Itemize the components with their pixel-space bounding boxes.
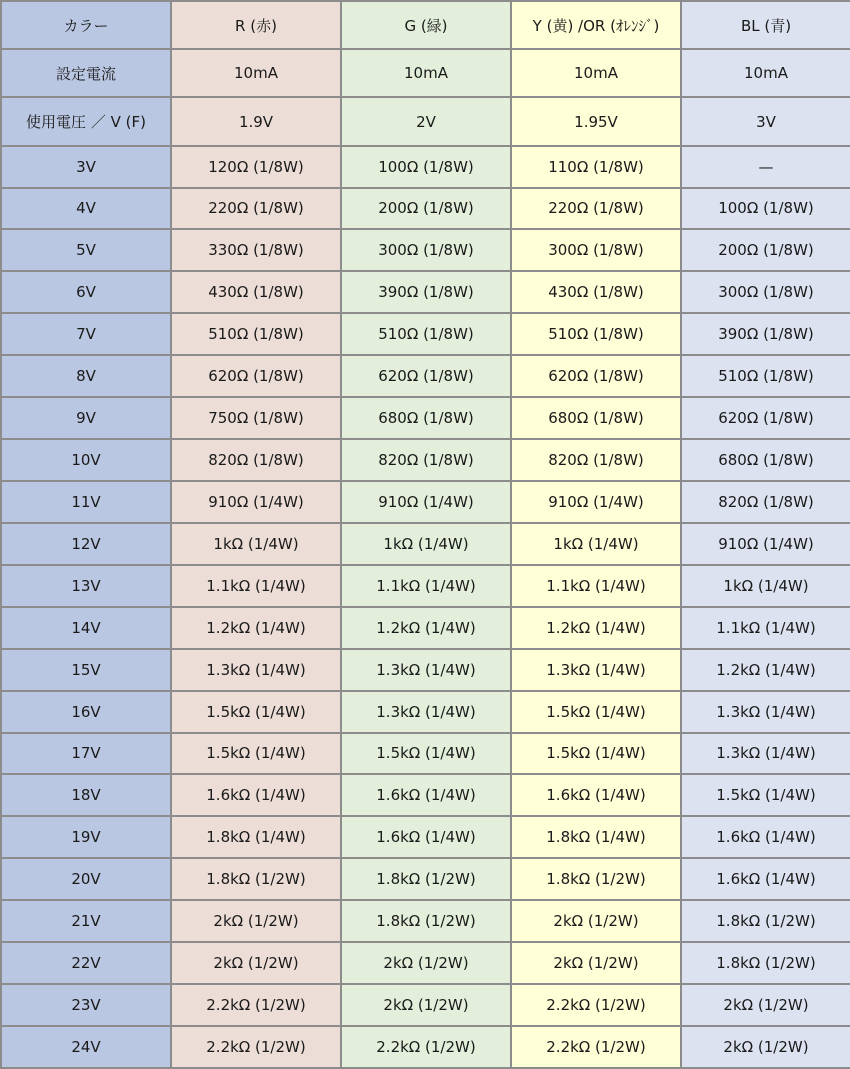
blue-resistor-cell: 1.8kΩ (1/2W) (681, 942, 850, 984)
table-row (1, 900, 850, 942)
blue-resistor-cell: 2kΩ (1/2W) (681, 984, 850, 1026)
green-resistor-cell: 510Ω (1/8W) (341, 313, 511, 355)
supply-voltage-cell: 24V (1, 1026, 171, 1068)
supply-voltage-cell: 13V (1, 565, 171, 607)
red-resistor-cell: 1.6kΩ (1/4W) (171, 774, 341, 816)
blue-resistor-cell: 1.8kΩ (1/2W) (681, 900, 850, 942)
header-green: G (緑) (341, 1, 511, 49)
table-row (1, 481, 850, 523)
blue-resistor-cell: 1.6kΩ (1/4W) (681, 816, 850, 858)
green-resistor-cell: 1.8kΩ (1/2W) (341, 858, 511, 900)
table-row (1, 188, 850, 230)
current-red: 10mA (171, 49, 341, 97)
supply-voltage-cell: 6V (1, 271, 171, 313)
table-row (1, 691, 850, 733)
table-row (1, 565, 850, 607)
current-blue: 10mA (681, 49, 850, 97)
red-resistor-cell: 430Ω (1/8W) (171, 271, 341, 313)
yellow-resistor-cell: 820Ω (1/8W) (511, 439, 681, 481)
yellow-resistor-cell: 1.8kΩ (1/2W) (511, 858, 681, 900)
yellow-resistor-cell: 1.6kΩ (1/4W) (511, 774, 681, 816)
green-resistor-cell: 100Ω (1/8W) (341, 146, 511, 188)
supply-voltage-cell: 10V (1, 439, 171, 481)
header-blue: BL (青) (681, 1, 850, 49)
green-resistor-cell: 1.5kΩ (1/4W) (341, 733, 511, 775)
green-resistor-cell: 2kΩ (1/2W) (341, 984, 511, 1026)
supply-voltage-cell: 7V (1, 313, 171, 355)
blue-resistor-cell: 1.1kΩ (1/4W) (681, 607, 850, 649)
yellow-resistor-cell: 620Ω (1/8W) (511, 355, 681, 397)
table-row (1, 733, 850, 775)
header-yellow-orange: Y (黄) /OR (ｵﾚﾝｼﾞ) (511, 1, 681, 49)
supply-voltage-cell: 23V (1, 984, 171, 1026)
red-resistor-cell: 1.2kΩ (1/4W) (171, 607, 341, 649)
green-resistor-cell: 1.6kΩ (1/4W) (341, 816, 511, 858)
supply-voltage-cell: 18V (1, 774, 171, 816)
yellow-resistor-cell: 2.2kΩ (1/2W) (511, 1026, 681, 1068)
green-resistor-cell: 1.3kΩ (1/4W) (341, 649, 511, 691)
red-resistor-cell: 220Ω (1/8W) (171, 188, 341, 230)
vf-yellow: 1.95V (511, 97, 681, 145)
header-color-label: カラー (1, 1, 171, 49)
supply-voltage-cell: 4V (1, 188, 171, 230)
table-row (1, 523, 850, 565)
blue-resistor-cell: 680Ω (1/8W) (681, 439, 850, 481)
green-resistor-cell: 1kΩ (1/4W) (341, 523, 511, 565)
yellow-resistor-cell: 220Ω (1/8W) (511, 188, 681, 230)
table-row (1, 439, 850, 481)
yellow-resistor-cell: 1.3kΩ (1/4W) (511, 649, 681, 691)
supply-voltage-cell: 20V (1, 858, 171, 900)
blue-resistor-cell: 100Ω (1/8W) (681, 188, 850, 230)
table-row (1, 816, 850, 858)
green-resistor-cell: 2.2kΩ (1/2W) (341, 1026, 511, 1068)
yellow-resistor-cell: 2kΩ (1/2W) (511, 942, 681, 984)
supply-voltage-cell: 5V (1, 229, 171, 271)
red-resistor-cell: 120Ω (1/8W) (171, 146, 341, 188)
table-row (1, 1026, 850, 1068)
green-resistor-cell: 2kΩ (1/2W) (341, 942, 511, 984)
red-resistor-cell: 1kΩ (1/4W) (171, 523, 341, 565)
blue-resistor-cell: — (681, 146, 850, 188)
supply-voltage-cell: 9V (1, 397, 171, 439)
current-yellow: 10mA (511, 49, 681, 97)
red-resistor-cell: 820Ω (1/8W) (171, 439, 341, 481)
yellow-resistor-cell: 1.8kΩ (1/4W) (511, 816, 681, 858)
blue-resistor-cell: 910Ω (1/4W) (681, 523, 850, 565)
green-resistor-cell: 1.3kΩ (1/4W) (341, 691, 511, 733)
yellow-resistor-cell: 510Ω (1/8W) (511, 313, 681, 355)
green-resistor-cell: 390Ω (1/8W) (341, 271, 511, 313)
blue-resistor-cell: 510Ω (1/8W) (681, 355, 850, 397)
red-resistor-cell: 750Ω (1/8W) (171, 397, 341, 439)
red-resistor-cell: 910Ω (1/4W) (171, 481, 341, 523)
red-resistor-cell: 2kΩ (1/2W) (171, 900, 341, 942)
blue-resistor-cell: 2kΩ (1/2W) (681, 1026, 850, 1068)
yellow-resistor-cell: 1kΩ (1/4W) (511, 523, 681, 565)
current-row (1, 49, 850, 97)
green-resistor-cell: 200Ω (1/8W) (341, 188, 511, 230)
supply-voltage-cell: 14V (1, 607, 171, 649)
supply-voltage-cell: 11V (1, 481, 171, 523)
red-resistor-cell: 510Ω (1/8W) (171, 313, 341, 355)
table-body (1, 1, 850, 1068)
supply-voltage-cell: 15V (1, 649, 171, 691)
table-row (1, 858, 850, 900)
supply-voltage-cell: 22V (1, 942, 171, 984)
table-row (1, 355, 850, 397)
supply-voltage-cell: 12V (1, 523, 171, 565)
current-label: 設定電流 (1, 49, 171, 97)
red-resistor-cell: 1.3kΩ (1/4W) (171, 649, 341, 691)
table-row (1, 607, 850, 649)
current-green: 10mA (341, 49, 511, 97)
supply-voltage-cell: 8V (1, 355, 171, 397)
yellow-resistor-cell: 110Ω (1/8W) (511, 146, 681, 188)
supply-voltage-cell: 21V (1, 900, 171, 942)
vf-blue: 3V (681, 97, 850, 145)
red-resistor-cell: 1.8kΩ (1/4W) (171, 816, 341, 858)
green-resistor-cell: 1.2kΩ (1/4W) (341, 607, 511, 649)
yellow-resistor-cell: 300Ω (1/8W) (511, 229, 681, 271)
table-row (1, 984, 850, 1026)
blue-resistor-cell: 1.6kΩ (1/4W) (681, 858, 850, 900)
table-row (1, 146, 850, 188)
blue-resistor-cell: 390Ω (1/8W) (681, 313, 850, 355)
blue-resistor-cell: 1.3kΩ (1/4W) (681, 691, 850, 733)
green-resistor-cell: 680Ω (1/8W) (341, 397, 511, 439)
table-row (1, 397, 850, 439)
red-resistor-cell: 1.5kΩ (1/4W) (171, 733, 341, 775)
blue-resistor-cell: 1kΩ (1/4W) (681, 565, 850, 607)
red-resistor-cell: 330Ω (1/8W) (171, 229, 341, 271)
blue-resistor-cell: 1.2kΩ (1/4W) (681, 649, 850, 691)
green-resistor-cell: 1.1kΩ (1/4W) (341, 565, 511, 607)
yellow-resistor-cell: 1.5kΩ (1/4W) (511, 691, 681, 733)
red-resistor-cell: 1.1kΩ (1/4W) (171, 565, 341, 607)
green-resistor-cell: 1.8kΩ (1/2W) (341, 900, 511, 942)
table-row (1, 774, 850, 816)
supply-voltage-cell: 19V (1, 816, 171, 858)
header-red: R (赤) (171, 1, 341, 49)
yellow-resistor-cell: 2kΩ (1/2W) (511, 900, 681, 942)
red-resistor-cell: 1.8kΩ (1/2W) (171, 858, 341, 900)
yellow-resistor-cell: 680Ω (1/8W) (511, 397, 681, 439)
yellow-resistor-cell: 1.2kΩ (1/4W) (511, 607, 681, 649)
red-resistor-cell: 2kΩ (1/2W) (171, 942, 341, 984)
green-resistor-cell: 620Ω (1/8W) (341, 355, 511, 397)
supply-voltage-cell: 3V (1, 146, 171, 188)
yellow-resistor-cell: 430Ω (1/8W) (511, 271, 681, 313)
header-row (1, 1, 850, 49)
green-resistor-cell: 820Ω (1/8W) (341, 439, 511, 481)
table-row (1, 942, 850, 984)
supply-voltage-cell: 16V (1, 691, 171, 733)
blue-resistor-cell: 1.3kΩ (1/4W) (681, 733, 850, 775)
table-row (1, 649, 850, 691)
blue-resistor-cell: 200Ω (1/8W) (681, 229, 850, 271)
table-row (1, 271, 850, 313)
vf-label: 使用電圧 ／ V (F) (1, 97, 171, 145)
red-resistor-cell: 620Ω (1/8W) (171, 355, 341, 397)
blue-resistor-cell: 620Ω (1/8W) (681, 397, 850, 439)
vf-green: 2V (341, 97, 511, 145)
blue-resistor-cell: 1.5kΩ (1/4W) (681, 774, 850, 816)
yellow-resistor-cell: 1.5kΩ (1/4W) (511, 733, 681, 775)
red-resistor-cell: 2.2kΩ (1/2W) (171, 984, 341, 1026)
green-resistor-cell: 1.6kΩ (1/4W) (341, 774, 511, 816)
yellow-resistor-cell: 2.2kΩ (1/2W) (511, 984, 681, 1026)
vf-red: 1.9V (171, 97, 341, 145)
green-resistor-cell: 300Ω (1/8W) (341, 229, 511, 271)
yellow-resistor-cell: 910Ω (1/4W) (511, 481, 681, 523)
blue-resistor-cell: 820Ω (1/8W) (681, 481, 850, 523)
green-resistor-cell: 910Ω (1/4W) (341, 481, 511, 523)
blue-resistor-cell: 300Ω (1/8W) (681, 271, 850, 313)
supply-voltage-cell: 17V (1, 733, 171, 775)
vf-row (1, 97, 850, 145)
red-resistor-cell: 1.5kΩ (1/4W) (171, 691, 341, 733)
yellow-resistor-cell: 1.1kΩ (1/4W) (511, 565, 681, 607)
table-row (1, 313, 850, 355)
red-resistor-cell: 2.2kΩ (1/2W) (171, 1026, 341, 1068)
table-row (1, 229, 850, 271)
